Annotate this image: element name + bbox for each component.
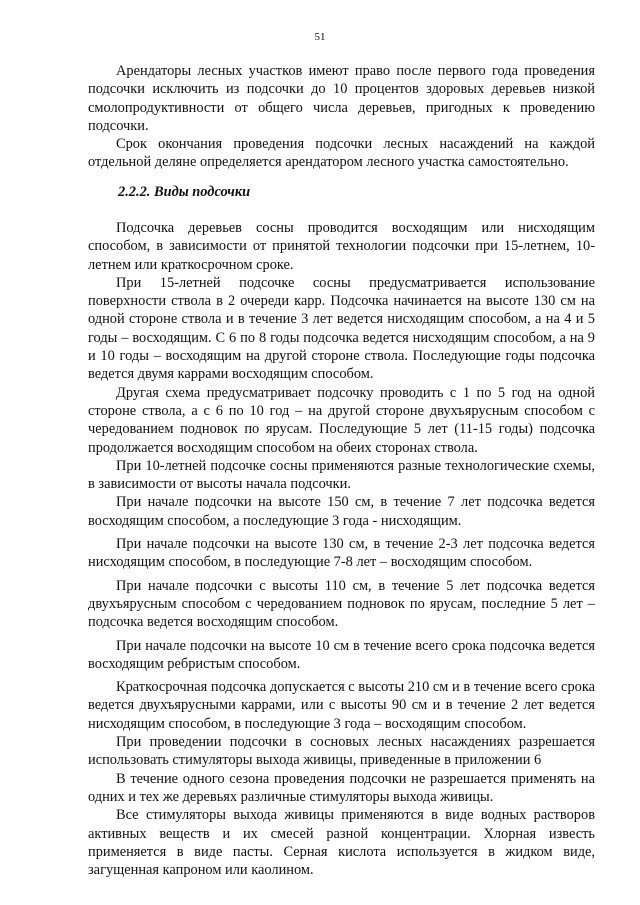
- paragraph: При начале подсочки на высоте 150 см, в течение 7 лет подсочка ведется восходящим способом, а последующие 3 года - нисходящим.: [88, 494, 595, 529]
- section-heading: 2.2.2. Виды подсочки: [118, 184, 251, 200]
- paragraph: Другая схема предусматривает подсочку проводить с 1 по 5 год на одной стороне ствола, а с 6 по 10 год – на другой стороне двухъярусным способом с чередованием подновок по ярусам. Последующие 5 лет (11-15 годы) подсочка продолжается восходящим способом на обеих сторонах ствола.: [88, 384, 595, 456]
- paragraph: При 15-летней подсочке сосны предусматривается использование поверхности ствола в 2 очереди карр. Подсочка начинается на высоте 130 см на одной стороне ствола и в течение 3 лет ведется нисходящим способом, а на 4 и 5 годы – восходящим. С 6 по 8 годы подсочка ведется нисходящим способом, а на 9 и 10 годы – восходящим на другой стороне ствола. Последующие годы подсочка ведется двумя каррами восходящим способом.: [88, 274, 595, 383]
- paragraph: В течение одного сезона проведения подсочки не разрешается применять на одних и тех же деревьях различные стимуляторы выхода живицы.: [88, 770, 595, 805]
- section-body: [88, 219, 595, 879]
- page-number: 51: [314, 31, 326, 43]
- paragraph: Срок окончания проведения подсочки лесных насаждений на каждой отдельной деляне определяется арендатором лесного участка самостоятельно.: [88, 136, 595, 171]
- paragraph: Все стимуляторы выхода живицы применяются в виде водных растворов активных веществ и их смесей разной концентрации. Хлорная известь применяется в виде пасты. Серная кислота используется в жидком виде, загущенная капроном или каолином.: [88, 807, 595, 879]
- paragraph: При начале подсочки с высоты 110 см, в течение 5 лет подсочка ведется двухъярусным способом с чередованием подновок по ярусам, последние 5 лет – подсочка ведется восходящим способом.: [88, 577, 595, 631]
- paragraph: Краткосрочная подсочка допускается с высоты 210 см и в течение всего срока ведется двухъярусными каррами, или с высоты 90 см и в течение 2 лет ведется нисходящим способом, в последующие 3 года – восходящим способом.: [88, 679, 595, 732]
- paragraph: Подсочка деревьев сосны проводится восходящим или нисходящим способом, в зависимости от принятой технологии подсочки при 15-летнем, 10-летнем или краткосрочном сроке.: [88, 220, 595, 273]
- paragraph: При начале подсочки на высоте 10 см в течение всего срока подсочка ведется восходящим ребристым способом.: [88, 637, 595, 672]
- paragraph: Арендаторы лесных участков имеют право после первого года проведения подсочки исключить из подсочки до 10 процентов здоровых деревьев низкой смолопродуктивности от общего числа деревьев, пригодных к проведению подсочки.: [88, 63, 595, 134]
- intro-text: [88, 62, 595, 172]
- paragraph: При 10-летней подсочке сосны применяются разные технологические схемы, в зависимости от высоты начала подсочки.: [88, 457, 595, 493]
- paragraph: При начале подсочки на высоте 130 см, в течение 2-3 лет подсочка ведется нисходящим способом, в последующие 7-8 лет – восходящим способом.: [88, 536, 595, 571]
- paragraph: При проведении подсочки в сосновых лесных насаждениях разрешается использовать стимуляторы выхода живицы, приведенные в приложении 6: [88, 734, 595, 769]
